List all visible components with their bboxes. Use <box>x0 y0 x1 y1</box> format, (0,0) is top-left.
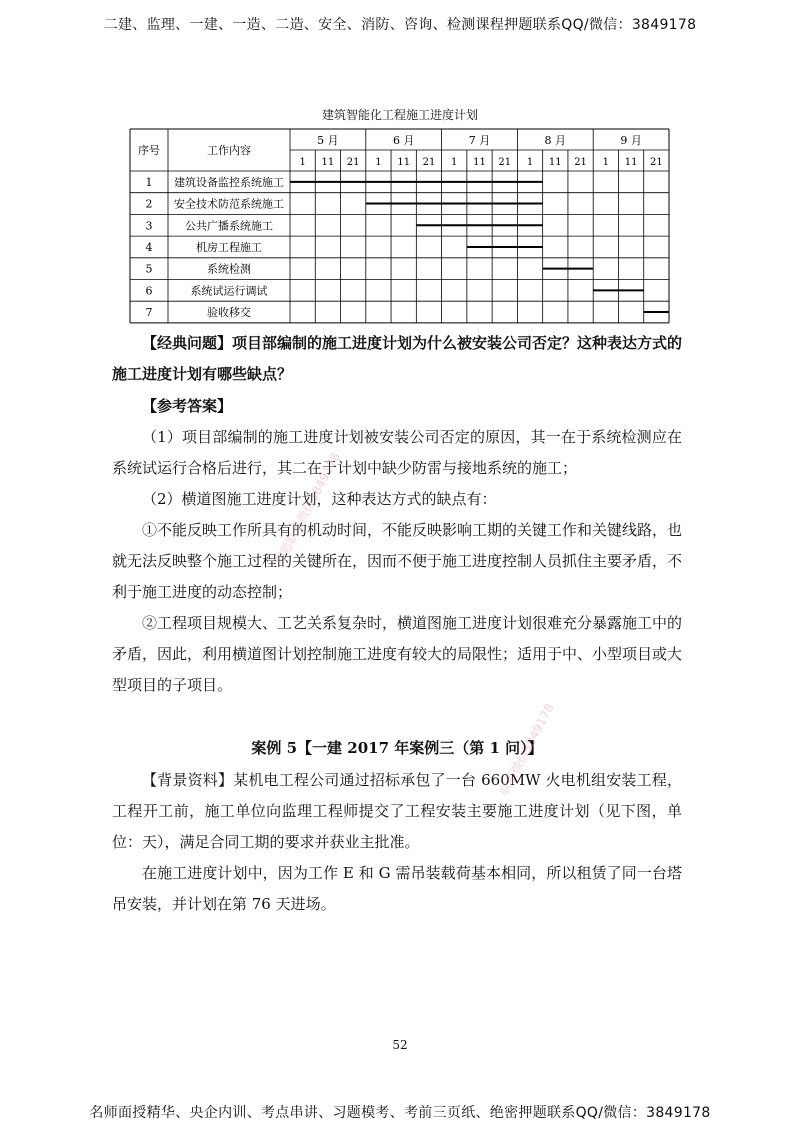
day-label: 21 <box>346 157 360 168</box>
month-label: 6 月 <box>392 134 415 147</box>
row-seq: 7 <box>145 306 153 320</box>
day-label: 1 <box>602 157 610 168</box>
question-text: 【经典问题】项目部编制的施工进度计划为什么被安装公司否定？这种表达方式的施工进度计划有哪些缺点？ <box>112 334 683 383</box>
month-label: 9 月 <box>620 134 642 147</box>
month-label: 5 月 <box>317 134 339 147</box>
day-label: 21 <box>574 157 587 168</box>
month-label: 8 月 <box>544 134 567 147</box>
row-seq: 3 <box>145 219 153 233</box>
day-label: 11 <box>397 157 411 168</box>
row-seq: 6 <box>145 284 153 298</box>
day-label: 11 <box>321 157 335 168</box>
day-label: 11 <box>548 157 562 168</box>
gantt-table <box>0 0 800 330</box>
paragraph-2: 在施工进度计划中，因为工作 E 和 G 需吊装载荷基本相同，所以租赁了同一台塔吊安装，并计划在第 76 天进场。 <box>112 864 682 913</box>
background-text: 【背景资料】某机电工程公司通过招标承包了一台 660MW 火电机组安装工程，工程开工前，施工单位向监理工程师提交了工程安装主要施工进度计划（见下图，单位：天），满足合同工期的要求并获业主批准。 <box>112 771 682 851</box>
answer-3: ①不能反映工作所具有的机动时间，不能反映影响工期的关键工作和关键线路，也就无法反映整个施工过程的关键所在，因而不便于施工进度控制人员抓住主要矛盾，不利于施工进度的动态控制； <box>112 521 683 601</box>
day-label: 21 <box>649 157 663 168</box>
row-work: 安全技术防范系统施工 <box>174 197 284 211</box>
month-label: 7 月 <box>468 134 491 147</box>
day-label: 1 <box>375 157 382 168</box>
row-seq: 5 <box>145 262 153 276</box>
watermark-2: 联系微信3849178 <box>496 701 557 798</box>
day-label: 11 <box>624 157 638 168</box>
row-work: 建筑设备监控系统施工 <box>174 175 284 189</box>
row-seq: 2 <box>145 197 153 211</box>
day-label: 21 <box>498 157 512 168</box>
answer-2: （2）横道图施工进度计划，这种表达方式的缺点有： <box>142 490 497 508</box>
answer-heading: 【参考答案】 <box>142 397 233 415</box>
day-label: 1 <box>451 157 458 168</box>
table-title: 建筑智能化工程施工进度计划 <box>321 108 478 122</box>
answer-1: （1）项目部编制的施工进度计划被安装公司否定的原因，其一在于系统检测应在系统试运行合格后进行，其二在于计划中缺少防雷与接地系统的施工； <box>112 428 682 477</box>
page-header: 二建、监理、一建、一造、二造、安全、消防、咨询、检测课程押题联系QQ/微信：3849178 <box>103 17 697 33</box>
row-work: 系统试运行调试 <box>190 284 268 298</box>
header-seq: 序号 <box>138 144 160 157</box>
answer-4: ②工程项目规模大、工艺关系复杂时，横道图施工进度计划很难充分暴露施工中的矛盾，因此，利用横道图计划控制施工进度有较大的局限性；适用于中、小型项目或大型项目的子项目。 <box>112 614 683 694</box>
watermark-1: 押题联系微信3849178 <box>271 450 344 568</box>
row-work: 机房工程施工 <box>196 240 262 254</box>
row-work: 公共广播系统施工 <box>185 219 273 233</box>
row-seq: 1 <box>145 175 153 189</box>
row-seq: 4 <box>145 240 153 254</box>
day-label: 1 <box>299 157 306 168</box>
day-label: 21 <box>422 157 436 168</box>
header-work: 工作内容 <box>207 144 251 157</box>
page-footer: 名师面授精华、央企内训、考点串讲、习题模考、考前三页纸、绝密押题联系QQ/微信：3849178 <box>89 1105 711 1121</box>
row-work: 系统检测 <box>207 262 251 276</box>
day-label: 11 <box>473 157 486 168</box>
row-work: 验收移交 <box>207 306 251 320</box>
day-label: 1 <box>526 157 534 168</box>
case-title: 案例 5【一建 2017 年案例三（第 1 问）】 <box>251 739 543 757</box>
page-number: 52 <box>392 1038 408 1052</box>
